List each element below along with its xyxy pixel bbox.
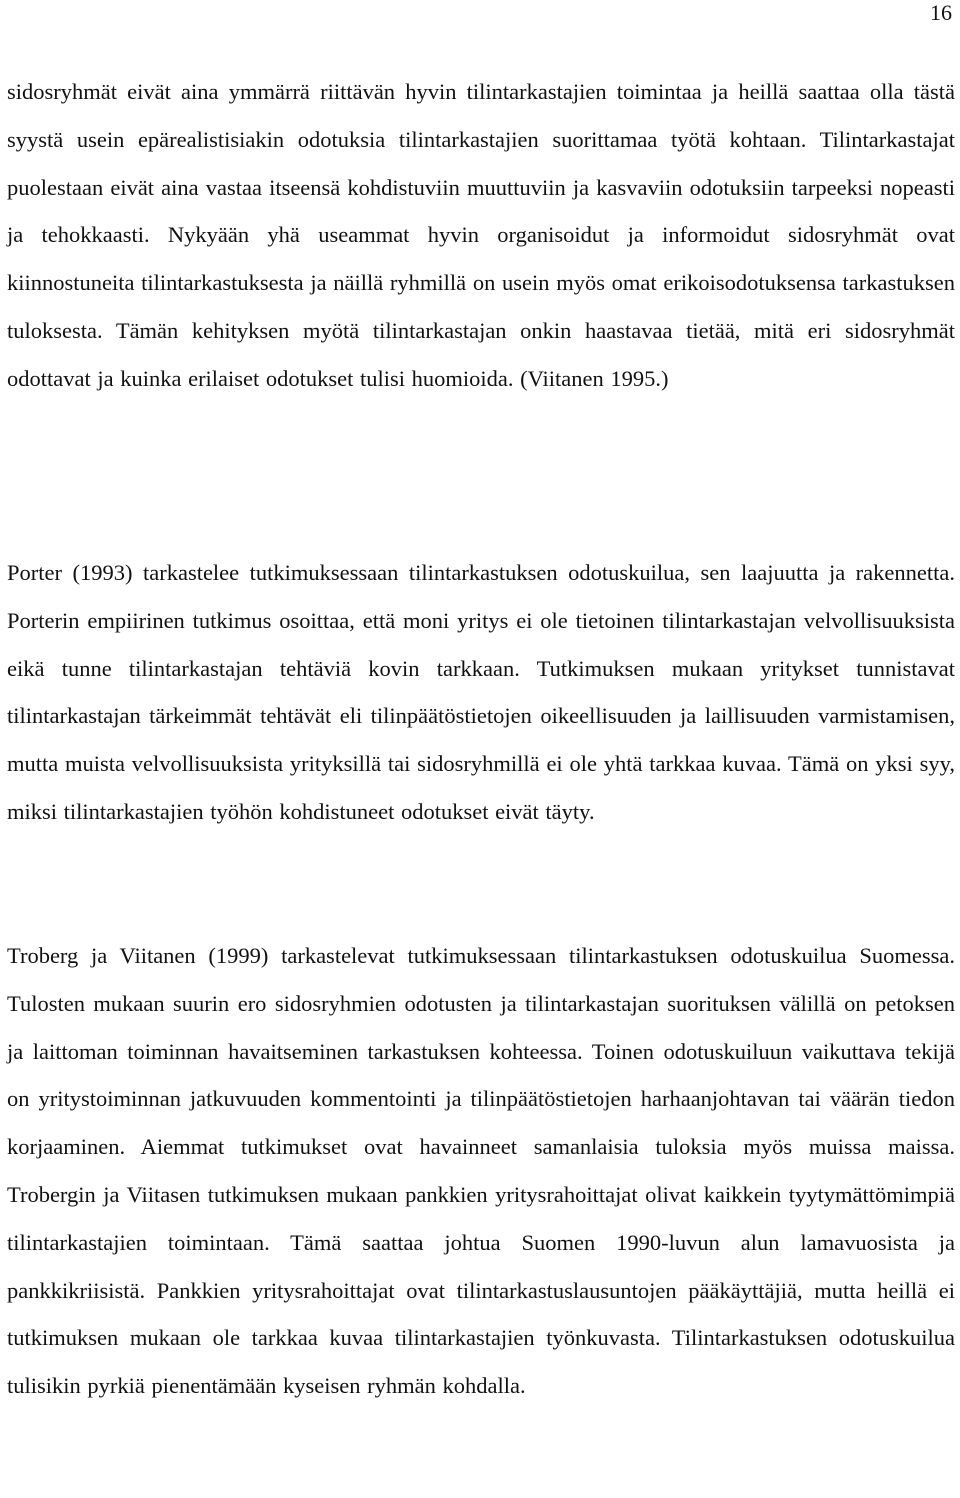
paragraph-sidosryhmat: sidosryhmät eivät aina ymmärrä riittävän hyvin tilintarkastajien toimintaa ja heillä saattaa olla tästä syystä usein epärealistisiakin odotuksia tilintarkastajien suorittamaa työtä kohtaan. Tilintarkastajat puolestaan eivät aina vastaa itseensä kohdistuviin muuttuviin ja kasvaviin odotuksiin tarpeeksi nopeasti ja tehokkaasti. Nykyään yhä useammat hyvin organisoidut ja informoidut sidosryhmät ovat kiinnostuneita tilintarkastuksesta ja näillä ryhmillä on usein myös omat erikoisodotuksensa tarkastuksen tuloksesta. Tämän kehityksen myötä tilintarkastajan onkin haastavaa tietää, mitä eri sidosryhmät odottavat ja kuinka erilaiset odotukset tulisi huomioida. (Viitanen 1995.) [7, 79, 955, 391]
paragraph-troberg-viitanen: Troberg ja Viitanen (1999) tarkastelevat tutkimuksessaan tilintarkastuksen odotuskuilua Suomessa. Tulosten mukaan suurin ero sidosryhmien odotusten ja tilintarkastajan suorituksen välillä on petoksen ja laittoman toiminnan havaitseminen tarkastuksen kohteessa. Toinen odotuskuiluun vaikuttava tekijä on yritystoiminnan jatkuvuuden kommentointi ja tilinpäätöstietojen harhaanjohtavan tai väärän tiedon korjaaminen. Aiemmat tutkimukset ovat havainneet samanlaisia tuloksia myös muissa maissa. Trobergin ja Viitasen tutkimuksen mukaan pankkien yritysrahoittajat olivat kaikkein tyytymättömimpiä tilintarkastajien toimintaan. Tämä saattaa johtua Suomen 1990-luvun alun lamavuosista ja pankkikriisistä. Pankkien yritysrahoittajat ovat tilintarkastuslausuntojen pääkäyttäjiä, mutta heillä ei tutkimuksen mukaan ole tarkkaa kuvaa tilintarkastajien työnkuvasta. Tilintarkastuksen odotuskuilua tulisikin pyrkiä pienentämään kyseisen ryhmän kohdalla. [7, 943, 955, 1399]
paragraph-porter: Porter (1993) tarkastelee tutkimuksessaan tilintarkastuksen odotuskuilua, sen laajuutta ja rakennetta. Porterin empiirinen tutkimus osoittaa, että moni yritys ei ole tietoinen tilintarkastajan velvollisuuksista eikä tunne tilintarkastajan tehtäviä kovin tarkkaan. Tutkimuksen mukaan yritykset tunnistavat tilintarkastajan tärkeimmät tehtävät eli tilinpäätöstietojen oikeellisuuden ja laillisuuden varmistamisen, mutta muista velvollisuuksista yrityksillä tai sidosryhmillä ei ole yhtä tarkkaa kuvaa. Tämä on yksi syy, miksi tilintarkastajien työhön kohdistuneet odotukset eivät täyty. [7, 560, 955, 824]
page-number: 16 [930, 0, 952, 25]
